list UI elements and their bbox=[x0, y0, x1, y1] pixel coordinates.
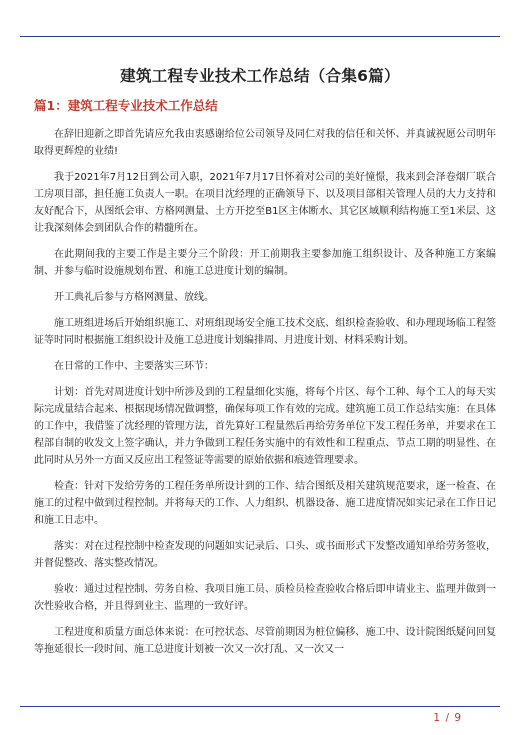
section-heading: 篇1：建筑工程专业技术工作总结 bbox=[34, 98, 218, 113]
document-title: 建筑工程专业技术工作总结（合集6篇） bbox=[120, 67, 400, 85]
page-number: 1 / 9 bbox=[433, 712, 462, 724]
paragraph: 验收：通过过程控制、劳务自检、我项目施工员、质检员检查验收合格后即申请业主、监理并做到一次性验收合格，并且得到业主、监理的一致好评。 bbox=[34, 584, 496, 612]
paragraph: 我于2021年7月12日到公司入职，2021年7月17日怀着对公司的美好憧憬，我来到会泽卷烟厂联合工房项目部，担任施工负责人一职。在项目沈经理的正确领导下、以及项目部相关管理人员的大力支持和友好配合下，从图纸会审、方格网测量、土方开挖至B1区主体断水、其它区域顺利结构施工至1米层、这让我深刻体会到团队合作的精髓所在。 bbox=[34, 172, 496, 234]
paragraph: 在日常的工作中、主要落实三环节： bbox=[54, 361, 214, 372]
document-body bbox=[34, 126, 496, 658]
header-rule bbox=[20, 36, 500, 37]
paragraph: 计划：首先对周进度计划中所涉及到的工程量细化实施，将每个片区、每个工种、每个工人的每天实际完成量结合起来、根据现场情况做调整，确保每项工作有效的完成。建筑施工员工作总结实施：在具体的工作中，我借鉴了沈经理的管理方法，首先算好工程量然后再给劳务单位下发工程任务单，并要求在工程部自制的收发文上签字确认，并力争做到工程任务实施中的有效性和工程重点、节点工期的明显性、在此同时从另外一方面又反应出工程签证等需要的原始依据和痕迹管理要求。 bbox=[34, 387, 496, 466]
paragraph: 在此期间我的主要工作是主要分三个阶段：开工前期我主要参加施工组织设计、及各种施工方案编制、并参与临时设施规划布置、和施工总进度计划的编制。 bbox=[34, 249, 496, 277]
paragraph: 落实：对在过程控制中检查发现的问题如实记录后、口头、或书面形式下发整改通知单给劳务签收，并督促整改、落实整改情况。 bbox=[34, 541, 496, 569]
paragraph: 在辞旧迎新之即首先请应允我由衷感谢给位公司领导及同仁对我的信任和关怀、并真诚祝愿公司明年取得更辉煌的业绩! bbox=[34, 129, 496, 157]
paragraph: 工程进度和质量方面总体来说：在可控状态、尽管前期因为桩位偏移、施工中、设计院图纸疑问回复等拖延很长一段时间、施工总进度计划被一次又一次打乱、又一次又一 bbox=[34, 627, 496, 655]
paragraph: 施工班组进场后开始组织施工、对班组现场安全施工技术交底、组织检查验收、和办理现场临工程签证等时同时根据施工组织设计及施工总进度计划编排周、月进度计划、材料采购计划。 bbox=[34, 318, 496, 346]
footer-rule bbox=[20, 706, 500, 707]
paragraph: 检查：针对下发给劳务的工程任务单所设计到的工作、结合图纸及相关建筑规范要求，逐一检查、在施工的过程中做到过程控制。并将每天的工作、人力组织、机器设备、施工进度情况如实记录在工作日记和施工日志中。 bbox=[34, 481, 496, 526]
paragraph: 开工典礼后参与方格网测量、放线。 bbox=[54, 292, 214, 303]
